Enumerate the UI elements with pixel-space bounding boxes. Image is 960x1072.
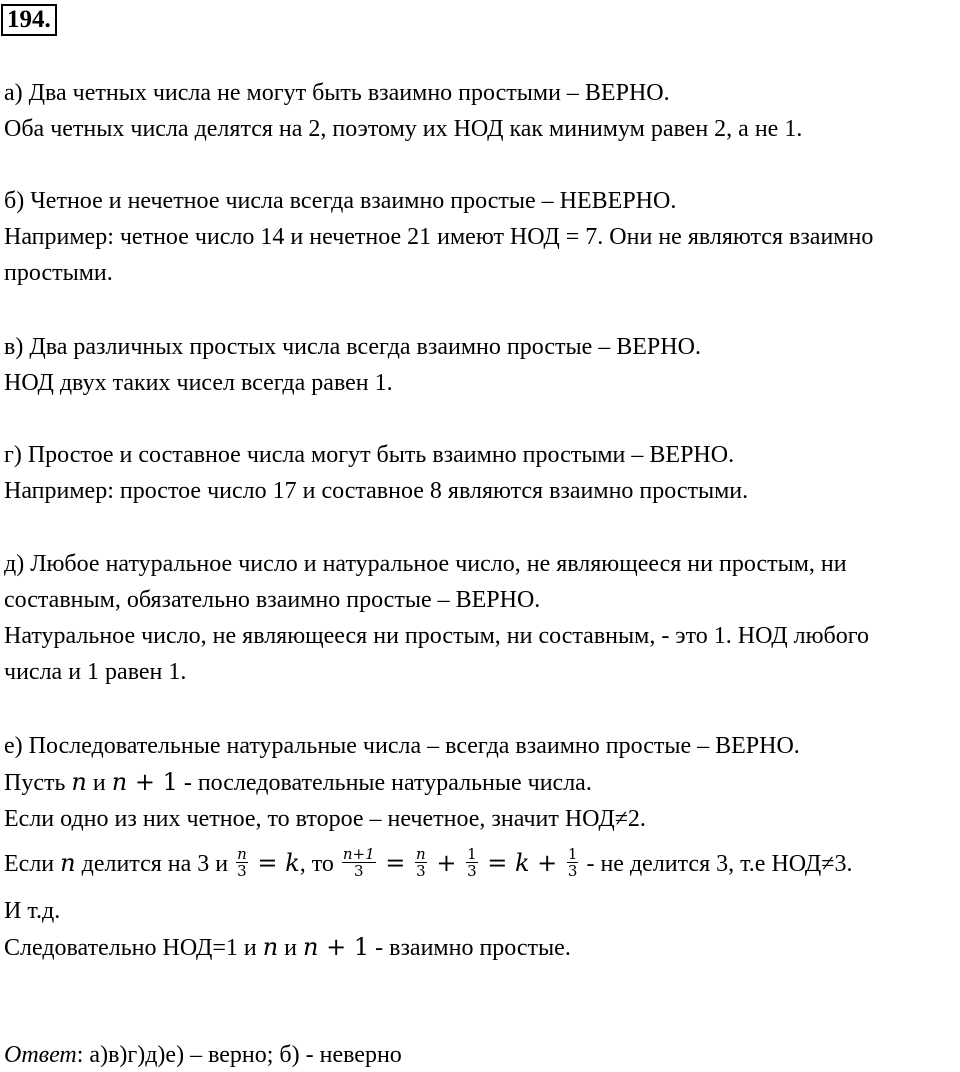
var-k: k — [515, 849, 530, 877]
fraction-n-over-3: $\frac{n}{3}$ — [416, 844, 426, 880]
equals-sign: = — [377, 849, 414, 877]
var-n: n — [262, 933, 279, 961]
answer-line — [4, 1040, 402, 1070]
item-b-statement: б) Четное и нечетное числа всегда взаимно простые – НЕВЕРНО. — [4, 188, 677, 214]
item-g-statement: г) Простое и составное числа могут быть взаимно простыми – ВЕРНО. — [4, 442, 735, 468]
answer-text: : а)в)г)д)е) – верно; б) - неверно — [76, 1042, 402, 1068]
fraction-n-plus-1-over-3: $\frac{n+1}{3}$ — [342, 844, 375, 880]
plus-sign: + — [428, 849, 465, 877]
item-e-line-6 — [4, 932, 571, 963]
var-n: n — [303, 933, 319, 961]
answer-label: Ответ — [4, 1042, 77, 1068]
text: , то — [299, 851, 340, 877]
item-v-explanation: НОД двух таких чисел всегда равен 1. — [4, 370, 393, 396]
text: делится на 3 и — [75, 851, 235, 877]
item-e-line-2 — [4, 767, 592, 798]
text: Если — [4, 851, 61, 877]
item-b-explanation-2: простыми. — [4, 260, 113, 286]
item-d-statement-1: д) Любое натуральное число и натуральное число, не являющееся ни простым, ни — [4, 551, 847, 577]
var-k: k — [285, 849, 300, 877]
equals-sign: = — [249, 849, 286, 877]
text: Следовательно НОД=1 и — [4, 935, 263, 961]
fraction-n-over-3: $\frac{n}{3}$ — [237, 844, 247, 880]
var-n: n — [60, 849, 76, 877]
var-n: n — [71, 768, 87, 796]
item-e-line-4 — [4, 844, 853, 882]
text: и — [86, 770, 112, 796]
fraction-1-over-3: $\frac{1}{3}$ — [467, 844, 477, 880]
text: - не делится 3, т.е НОД≠3. — [580, 851, 853, 877]
text: и — [278, 935, 304, 961]
text: - последовательные натуральные числа. — [177, 770, 592, 796]
plus-one: + 1 — [318, 933, 370, 961]
item-e-line-3: Если одно из них четное, то второе – нечетное, значит НОД≠2. — [4, 806, 646, 832]
text: - взаимно простые. — [369, 935, 571, 961]
item-b-explanation-1: Например: четное число 14 и нечетное 21 имеют НОД = 7. Они не являются взаимно — [4, 224, 874, 250]
problem-number: 194. — [1, 4, 57, 36]
item-a-statement: а) Два четных числа не могут быть взаимно простыми – ВЕРНО. — [4, 80, 670, 106]
plus-sign: + — [529, 849, 565, 877]
var-n: n — [111, 768, 128, 796]
item-e-statement: е) Последовательные натуральные числа – всегда взаимно простые – ВЕРНО. — [4, 733, 800, 759]
item-v-statement: в) Два различных простых числа всегда взаимно простые – ВЕРНО. — [4, 334, 701, 360]
item-d-explanation-2: числа и 1 равен 1. — [4, 659, 187, 685]
item-d-statement-2: составным, обязательно взаимно простые – ВЕРНО. — [4, 587, 541, 613]
item-g-explanation: Например: простое число 17 и составное 8 являются взаимно простыми. — [4, 478, 749, 504]
item-a-explanation: Оба четных числа делятся на 2, поэтому их НОД как минимум равен 2, а не 1. — [4, 116, 803, 142]
item-d-explanation-1: Натуральное число, не являющееся ни простым, ни составным, - это 1. НОД любого — [4, 623, 869, 649]
plus-one: + 1 — [127, 768, 178, 796]
item-e-line-5: И т.д. — [4, 898, 61, 924]
fraction-1-over-3: $\frac{1}{3}$ — [567, 844, 578, 880]
text: Пусть — [4, 770, 72, 796]
equals-sign: = — [479, 849, 515, 877]
